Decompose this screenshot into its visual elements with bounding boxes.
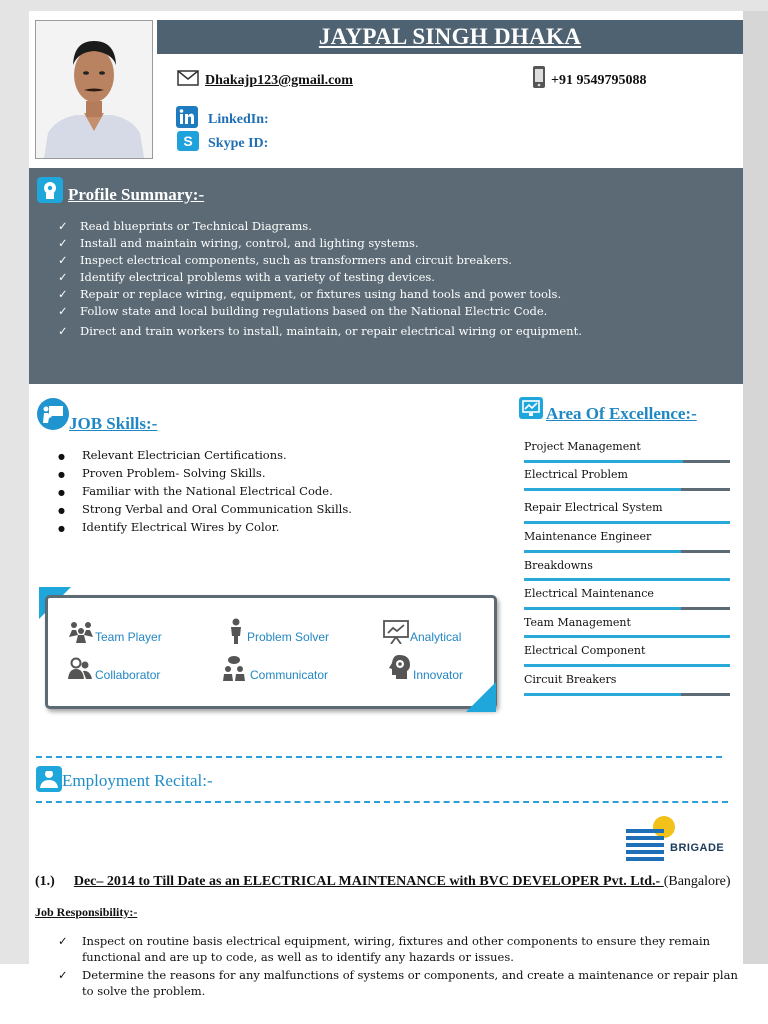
list-item: ✓ Determine the reasons for any malfunctions of systems or components, and create a maintenance or repair plan to solve the problem.: [58, 968, 738, 998]
trait-label: Innovator: [413, 668, 464, 682]
list-item: ✓ Identify electrical problems with a variety of testing devices.: [58, 270, 435, 284]
phone-number: +91 9549795088: [551, 73, 647, 88]
monitor-chart-icon: [519, 397, 543, 423]
excellence-bar: [524, 693, 730, 696]
excellence-bar-fill: [524, 460, 683, 463]
excellence-item-label: Breakdowns: [524, 559, 593, 572]
excellence-bar-fill: [524, 521, 730, 524]
communicator-icon: [222, 655, 246, 685]
excellence-item-label: Electrical Component: [524, 644, 646, 657]
list-item: ✓ Follow state and local building regulations based on the National Electric Code.: [58, 304, 548, 318]
list-item: ● Proven Problem- Solving Skills.: [58, 466, 266, 480]
excellence-bar: [524, 635, 730, 638]
excellence-bar: [524, 460, 730, 463]
excellence-item-label: Project Management: [524, 440, 641, 453]
profile-summary-title: Profile Summary:-: [68, 185, 205, 204]
profile-summary-list: [58, 218, 582, 340]
job-title: Dec– 2014 to Till Date as an ELECTRICAL MAINTENANCE with BVC DEVELOPER Pvt. Ltd.-: [73, 874, 664, 889]
worker-icon: [36, 766, 62, 796]
email-link[interactable]: Dhakajp123@gmail.com: [205, 73, 353, 88]
card-corner-decoration: [466, 682, 496, 712]
divider: [36, 756, 722, 758]
job-skills-title: JOB Skills:-: [69, 414, 158, 433]
job-skills-list: [58, 447, 352, 537]
traits-card: [45, 595, 497, 709]
excellence-bar: [524, 664, 730, 667]
trait-label: Analytical: [410, 630, 462, 644]
trait-label: Team Player: [95, 630, 162, 644]
chart-board-icon: [383, 620, 409, 648]
head-gear-icon: [389, 655, 411, 683]
excellence-item-label: Circuit Breakers: [524, 673, 617, 686]
excellence-bar: [524, 488, 730, 491]
list-item: ● Strong Verbal and Oral Communication Skills.: [58, 502, 352, 516]
excellence-item-label: Maintenance Engineer: [524, 530, 652, 543]
excellence-bar: [524, 578, 730, 581]
profile-head-icon: [37, 177, 63, 207]
list-item: ✓ Install and maintain wiring, control, and lighting systems.: [58, 236, 419, 250]
excellence-bar-fill: [524, 664, 730, 667]
excellence-bar: [524, 550, 730, 553]
responsibility-title: Job Responsibility:-: [35, 905, 138, 919]
job-location: (Bangalore): [663, 874, 731, 889]
page-edge: [743, 11, 768, 964]
skype-label: Skype ID:: [208, 136, 269, 151]
profile-photo: [35, 20, 153, 159]
employment-title: Employment Recital:-: [62, 771, 213, 790]
responsibility-list: [58, 933, 738, 1001]
person-icon: [228, 618, 244, 648]
svg-text:S: S: [183, 133, 193, 149]
excellence-bar-fill: [524, 693, 681, 696]
area-of-excellence-title: Area Of Excellence:-: [546, 404, 697, 423]
trait-label: Communicator: [250, 668, 329, 682]
name-header: [157, 20, 743, 54]
excellence-bar-fill: [524, 635, 730, 638]
trait-label: Problem Solver: [247, 630, 330, 644]
excellence-bar-fill: [524, 550, 681, 553]
phone-icon: [532, 65, 546, 93]
list-item: ✓ Inspect electrical components, such as transformers and circuit breakers.: [58, 253, 512, 267]
excellence-item-label: Electrical Maintenance: [524, 587, 654, 600]
list-item: ● Relevant Electrician Certifications.: [58, 448, 287, 462]
excellence-item-label: Electrical Problem: [524, 468, 628, 481]
job-number: (1.): [35, 874, 55, 889]
list-item: ✓ Direct and train workers to install, maintain, or repair electrical wiring or equipment.: [58, 324, 582, 338]
list-item: ● Identify Electrical Wires by Color.: [58, 520, 280, 534]
skype-icon: [177, 131, 199, 155]
excellence-item-label: Repair Electrical System: [524, 501, 663, 514]
excellence-bar-fill: [524, 578, 730, 581]
presentation-icon: [36, 397, 70, 435]
divider: [36, 801, 728, 803]
candidate-name: JAYPAL SINGH DHAKA: [318, 24, 582, 49]
excellence-bar: [524, 607, 730, 610]
excellence-bar: [524, 521, 730, 524]
linkedin-label: LinkedIn:: [208, 112, 269, 127]
linkedin-icon: [176, 106, 198, 132]
collaborator-icon: [68, 657, 92, 683]
excellence-item-label: Team Management: [524, 616, 631, 629]
job-entry-heading: [35, 874, 731, 890]
excellence-bar-fill: [524, 607, 681, 610]
list-item: ● Familiar with the National Electrical Code.: [58, 484, 333, 498]
brigade-logo-text: BRIGADE: [670, 842, 725, 854]
email-icon: [177, 70, 199, 90]
list-item: ✓ Inspect on routine basis electrical equipment, wiring, fixtures and other components to ensure they remain functional and are up to code, as well as to identify any hazards or issues.: [58, 934, 711, 964]
list-item: ✓ Repair or replace wiring, equipment, or fixtures using hand tools and power tools.: [58, 287, 562, 301]
list-item: ✓ Read blueprints or Technical Diagrams.: [58, 219, 312, 233]
excellence-bar-fill: [524, 488, 681, 491]
trait-label: Collaborator: [95, 668, 161, 682]
team-icon: [68, 621, 94, 647]
